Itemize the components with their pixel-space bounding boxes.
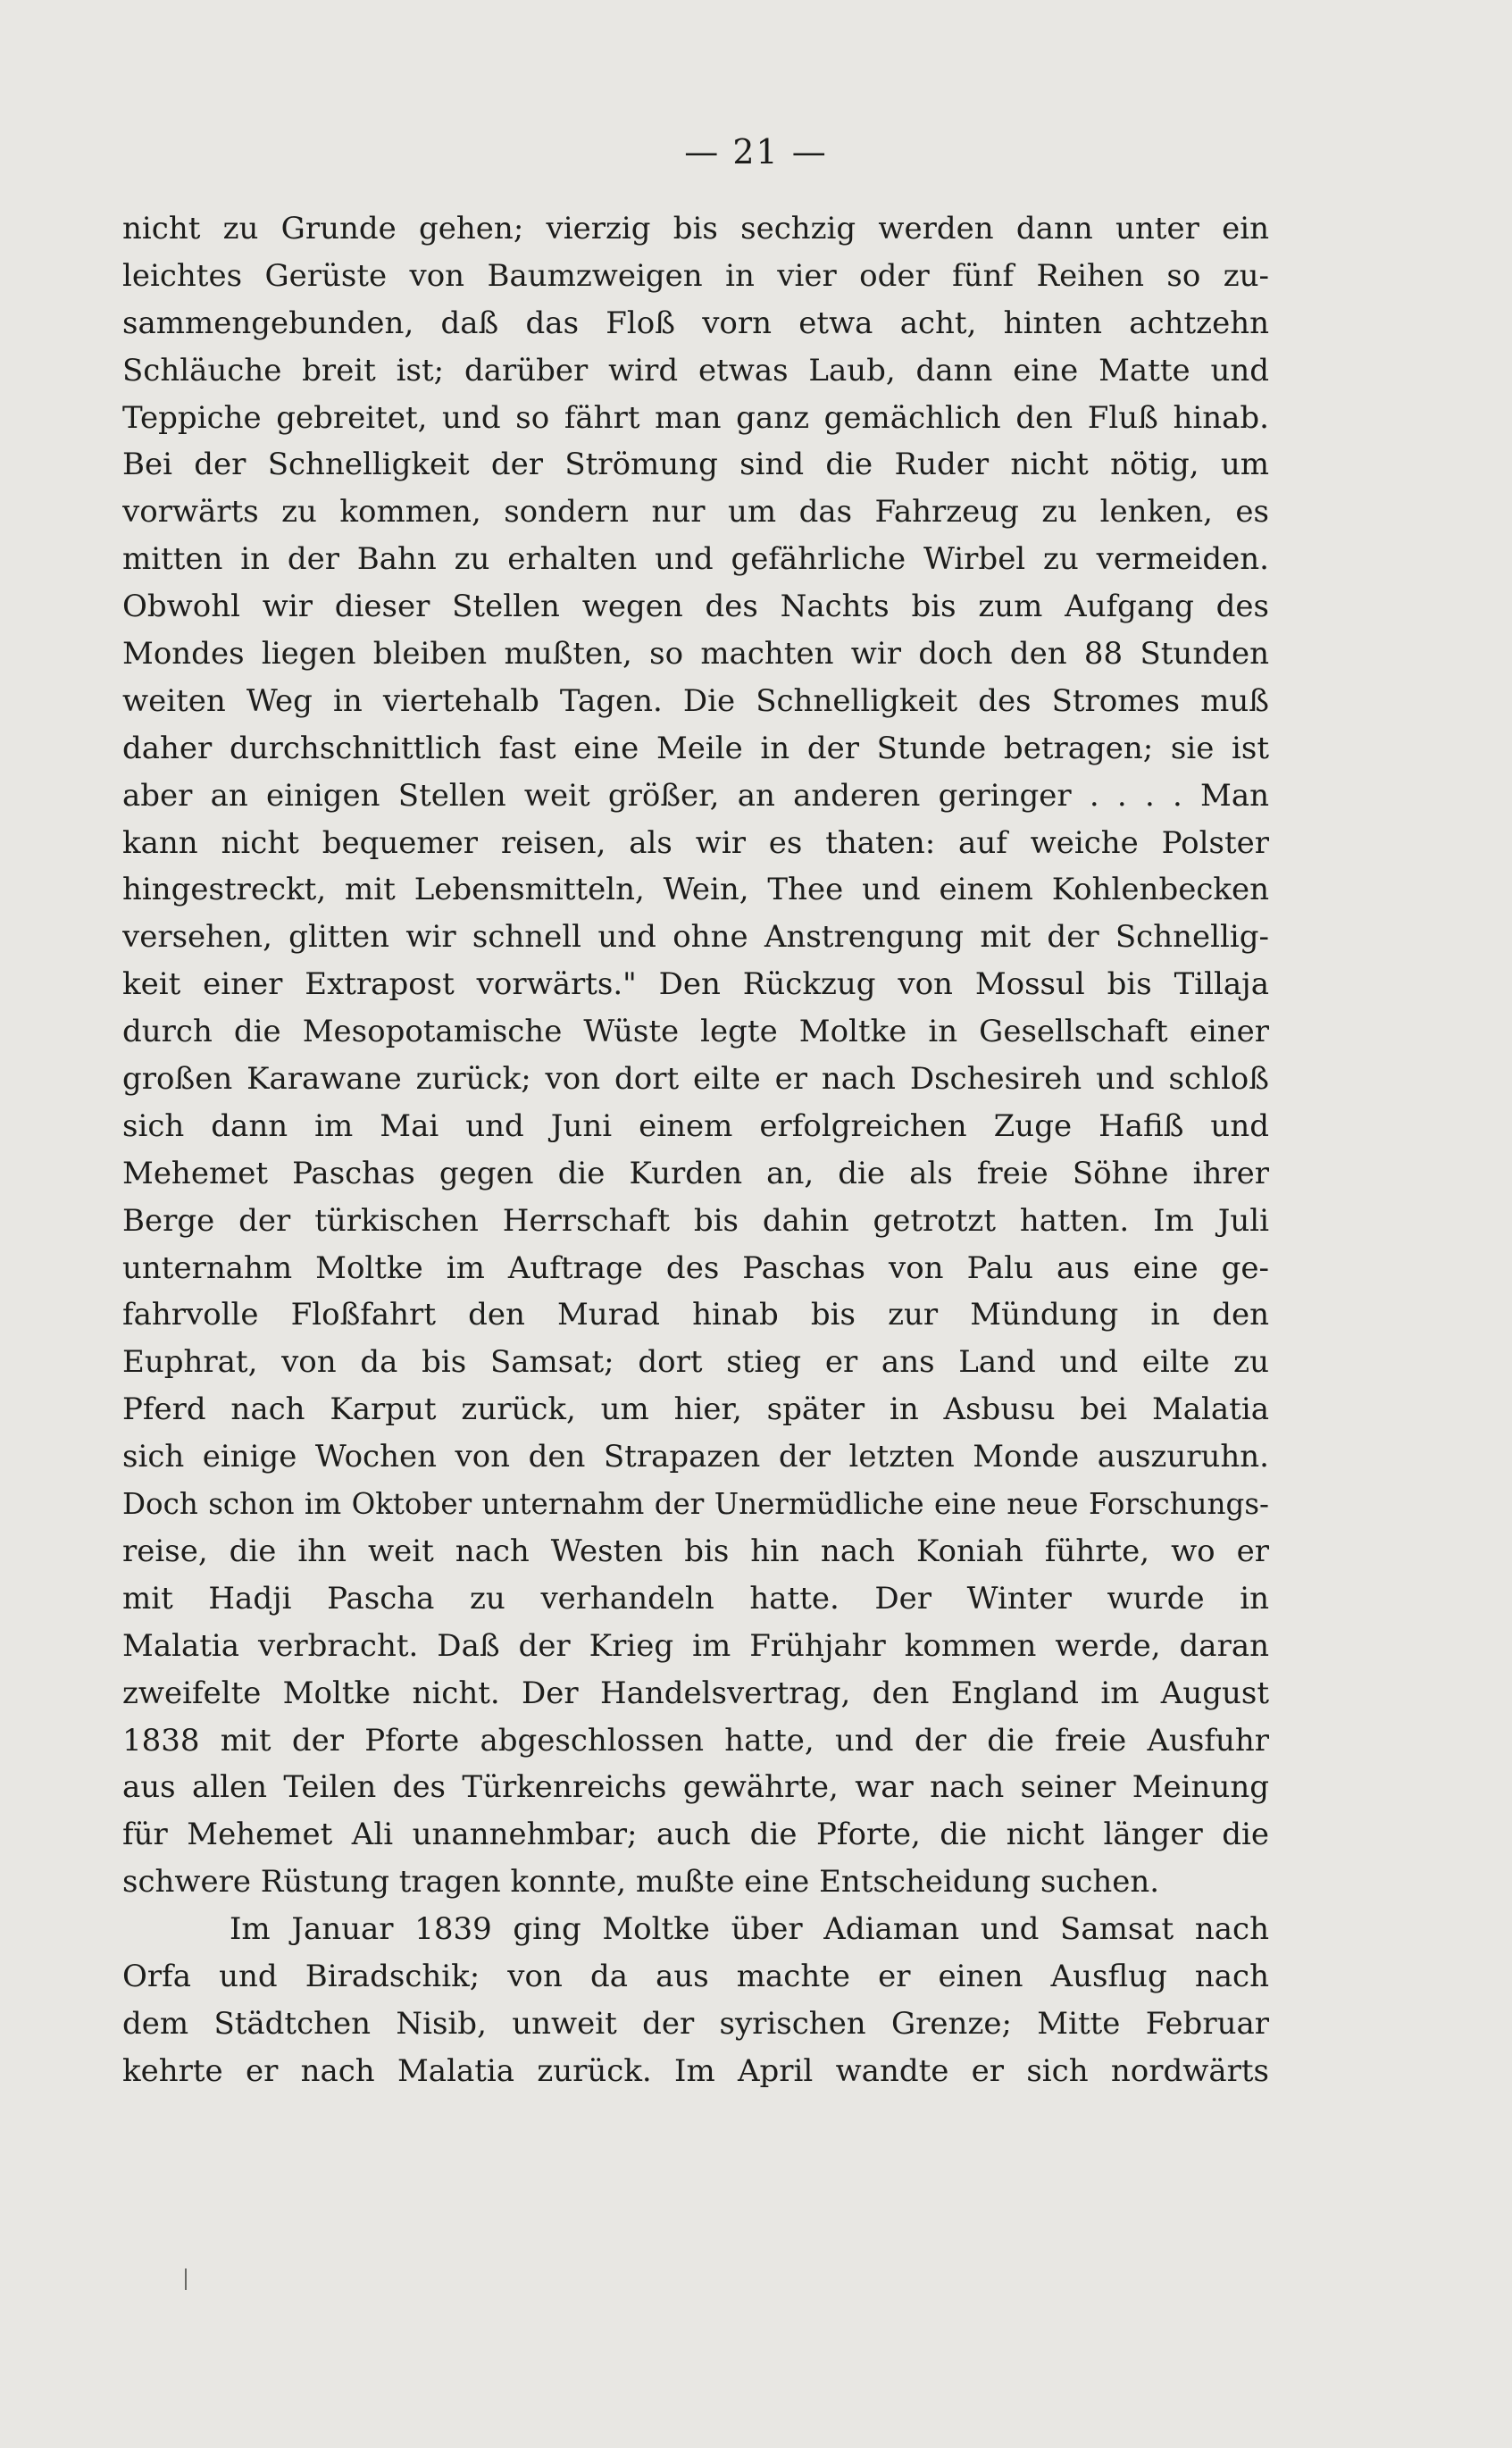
text-line: 1838 mit der Pforte abgeschlossen hatte, und der die freie Ausfuhr bbox=[122, 1722, 1269, 1759]
text-line: hingestreckt, mit Lebensmitteln, Wein, Thee und einem Kohlenbecken bbox=[122, 872, 1269, 908]
text-line: mitten in der Bahn zu erhalten und gefährliche Wirbel zu vermeiden. bbox=[122, 541, 1269, 578]
text-line: Schläuche breit ist; darüber wird etwas Laub, dann eine Matte und bbox=[122, 352, 1269, 389]
text-line: für Mehemet Ali unannehmbar; auch die Pforte, die nicht länger die bbox=[122, 1817, 1269, 1853]
text-line: Euphrat, von da bis Samsat; dort stieg er ans Land und eilte zu bbox=[122, 1344, 1269, 1381]
text-line: Orfa und Biradschik; von da aus machte er einen Ausflug nach bbox=[122, 1958, 1269, 1994]
text-line: aus allen Teilen des Türkenreichs gewährte, war nach seiner Meinung bbox=[122, 1769, 1269, 1806]
text-line: Obwohl wir dieser Stellen wegen des Nachts bis zum Aufgang des bbox=[122, 589, 1269, 625]
text-line: mit Hadji Pascha zu verhandeln hatte. Der Winter wurde in bbox=[122, 1580, 1269, 1617]
text-line: Pferd nach Karput zurück, um hier, später in Asbusu bei Malatia bbox=[122, 1391, 1269, 1428]
text-line: sammengebunden, daß das Floß vorn etwa acht, hinten achtzehn bbox=[122, 305, 1269, 341]
text-line: schwere Rüstung tragen konnte, mußte eine Entscheidung suchen. bbox=[122, 1864, 1160, 1901]
text-line: Doch schon im Oktober unternahm der Unermüdliche eine neue Forschungs- bbox=[122, 1487, 1269, 1522]
text-line: Berge der türkischen Herrschaft bis dahin getrotzt hatten. Im Juli bbox=[122, 1202, 1269, 1239]
text-line: nicht zu Grunde gehen; vierzig bis sechzig werden dann unter ein bbox=[122, 211, 1269, 246]
text-line: Teppiche gebreitet, und so fährt man ganz gemächlich den Fluß hinab. bbox=[122, 399, 1269, 436]
text-line: unternahm Moltke im Auftrage des Paschas von Palu aus eine ge- bbox=[122, 1249, 1269, 1286]
text-line: Im Januar 1839 ging Moltke über Adiaman und Samsat nach bbox=[230, 1911, 1269, 1948]
text-line: Bei der Schnelligkeit der Strömung sind die Ruder nicht nötig, um bbox=[122, 447, 1269, 483]
text-line: vorwärts zu kommen, sondern nur um das Fahrzeug zu lenken, es bbox=[122, 494, 1269, 531]
text-line: weiten Weg in viertehalb Tagen. Die Schnelligkeit des Stromes muß bbox=[122, 682, 1269, 719]
text-line: aber an einigen Stellen weit größer, an anderen geringer . . . . Man bbox=[122, 777, 1269, 814]
text-line: großen Karawane zurück; von dort eilte er nach Dschesireh und schloß bbox=[122, 1061, 1269, 1098]
text-line: dem Städtchen Nisib, unweit der syrischen Grenze; Mitte Februar bbox=[122, 2005, 1269, 2042]
text-line: sich dann im Mai und Juni einem erfolgreichen Zuge Hafiß und bbox=[122, 1107, 1269, 1144]
paragraph-2 bbox=[122, 1906, 1269, 2095]
print-speck bbox=[185, 2268, 187, 2290]
text-line: kann nicht bequemer reisen, als wir es thaten: auf weiche Polster bbox=[122, 824, 1269, 861]
text-line: Mondes liegen bleiben mußten, so machten wir doch den 88 Stunden bbox=[122, 636, 1269, 673]
page-number: — 21 — bbox=[684, 132, 828, 171]
text-line: kehrte er nach Malatia zurück. Im April wandte er sich nordwärts bbox=[122, 2052, 1269, 2089]
text-line: sich einige Wochen von den Strapazen der letzten Monde auszuruhn. bbox=[122, 1439, 1269, 1475]
text-line: keit einer Extrapost vorwärts." Den Rückzug von Mossul bis Tillaja bbox=[122, 966, 1269, 1003]
text-line: reise, die ihn weit nach Westen bis hin nach Koniah führte, wo er bbox=[122, 1533, 1269, 1569]
text-line: daher durchschnittlich fast eine Meile in der Stunde betragen; sie ist bbox=[122, 730, 1269, 766]
text-line: fahrvolle Floßfahrt den Murad hinab bis zur Mündung in den bbox=[122, 1297, 1269, 1333]
text-line: Mehemet Paschas gegen die Kurden an, die als freie Söhne ihrer bbox=[122, 1155, 1269, 1191]
text-line: versehen, glitten wir schnell und ohne Anstrengung mit der Schnellig- bbox=[122, 919, 1269, 956]
text-line: Malatia verbracht. Daß der Krieg im Frühjahr kommen werde, daran bbox=[122, 1627, 1269, 1664]
text-line: durch die Mesopotamische Wüste legte Moltke in Gesellschaft einer bbox=[122, 1014, 1269, 1050]
body-text bbox=[122, 205, 1269, 2095]
text-line: leichtes Gerüste von Baumzweigen in vier oder fünf Reihen so zu- bbox=[122, 257, 1269, 294]
text-line: zweifelte Moltke nicht. Der Handelsvertrag, den England im August bbox=[122, 1675, 1269, 1711]
paragraph-1 bbox=[122, 205, 1269, 1906]
